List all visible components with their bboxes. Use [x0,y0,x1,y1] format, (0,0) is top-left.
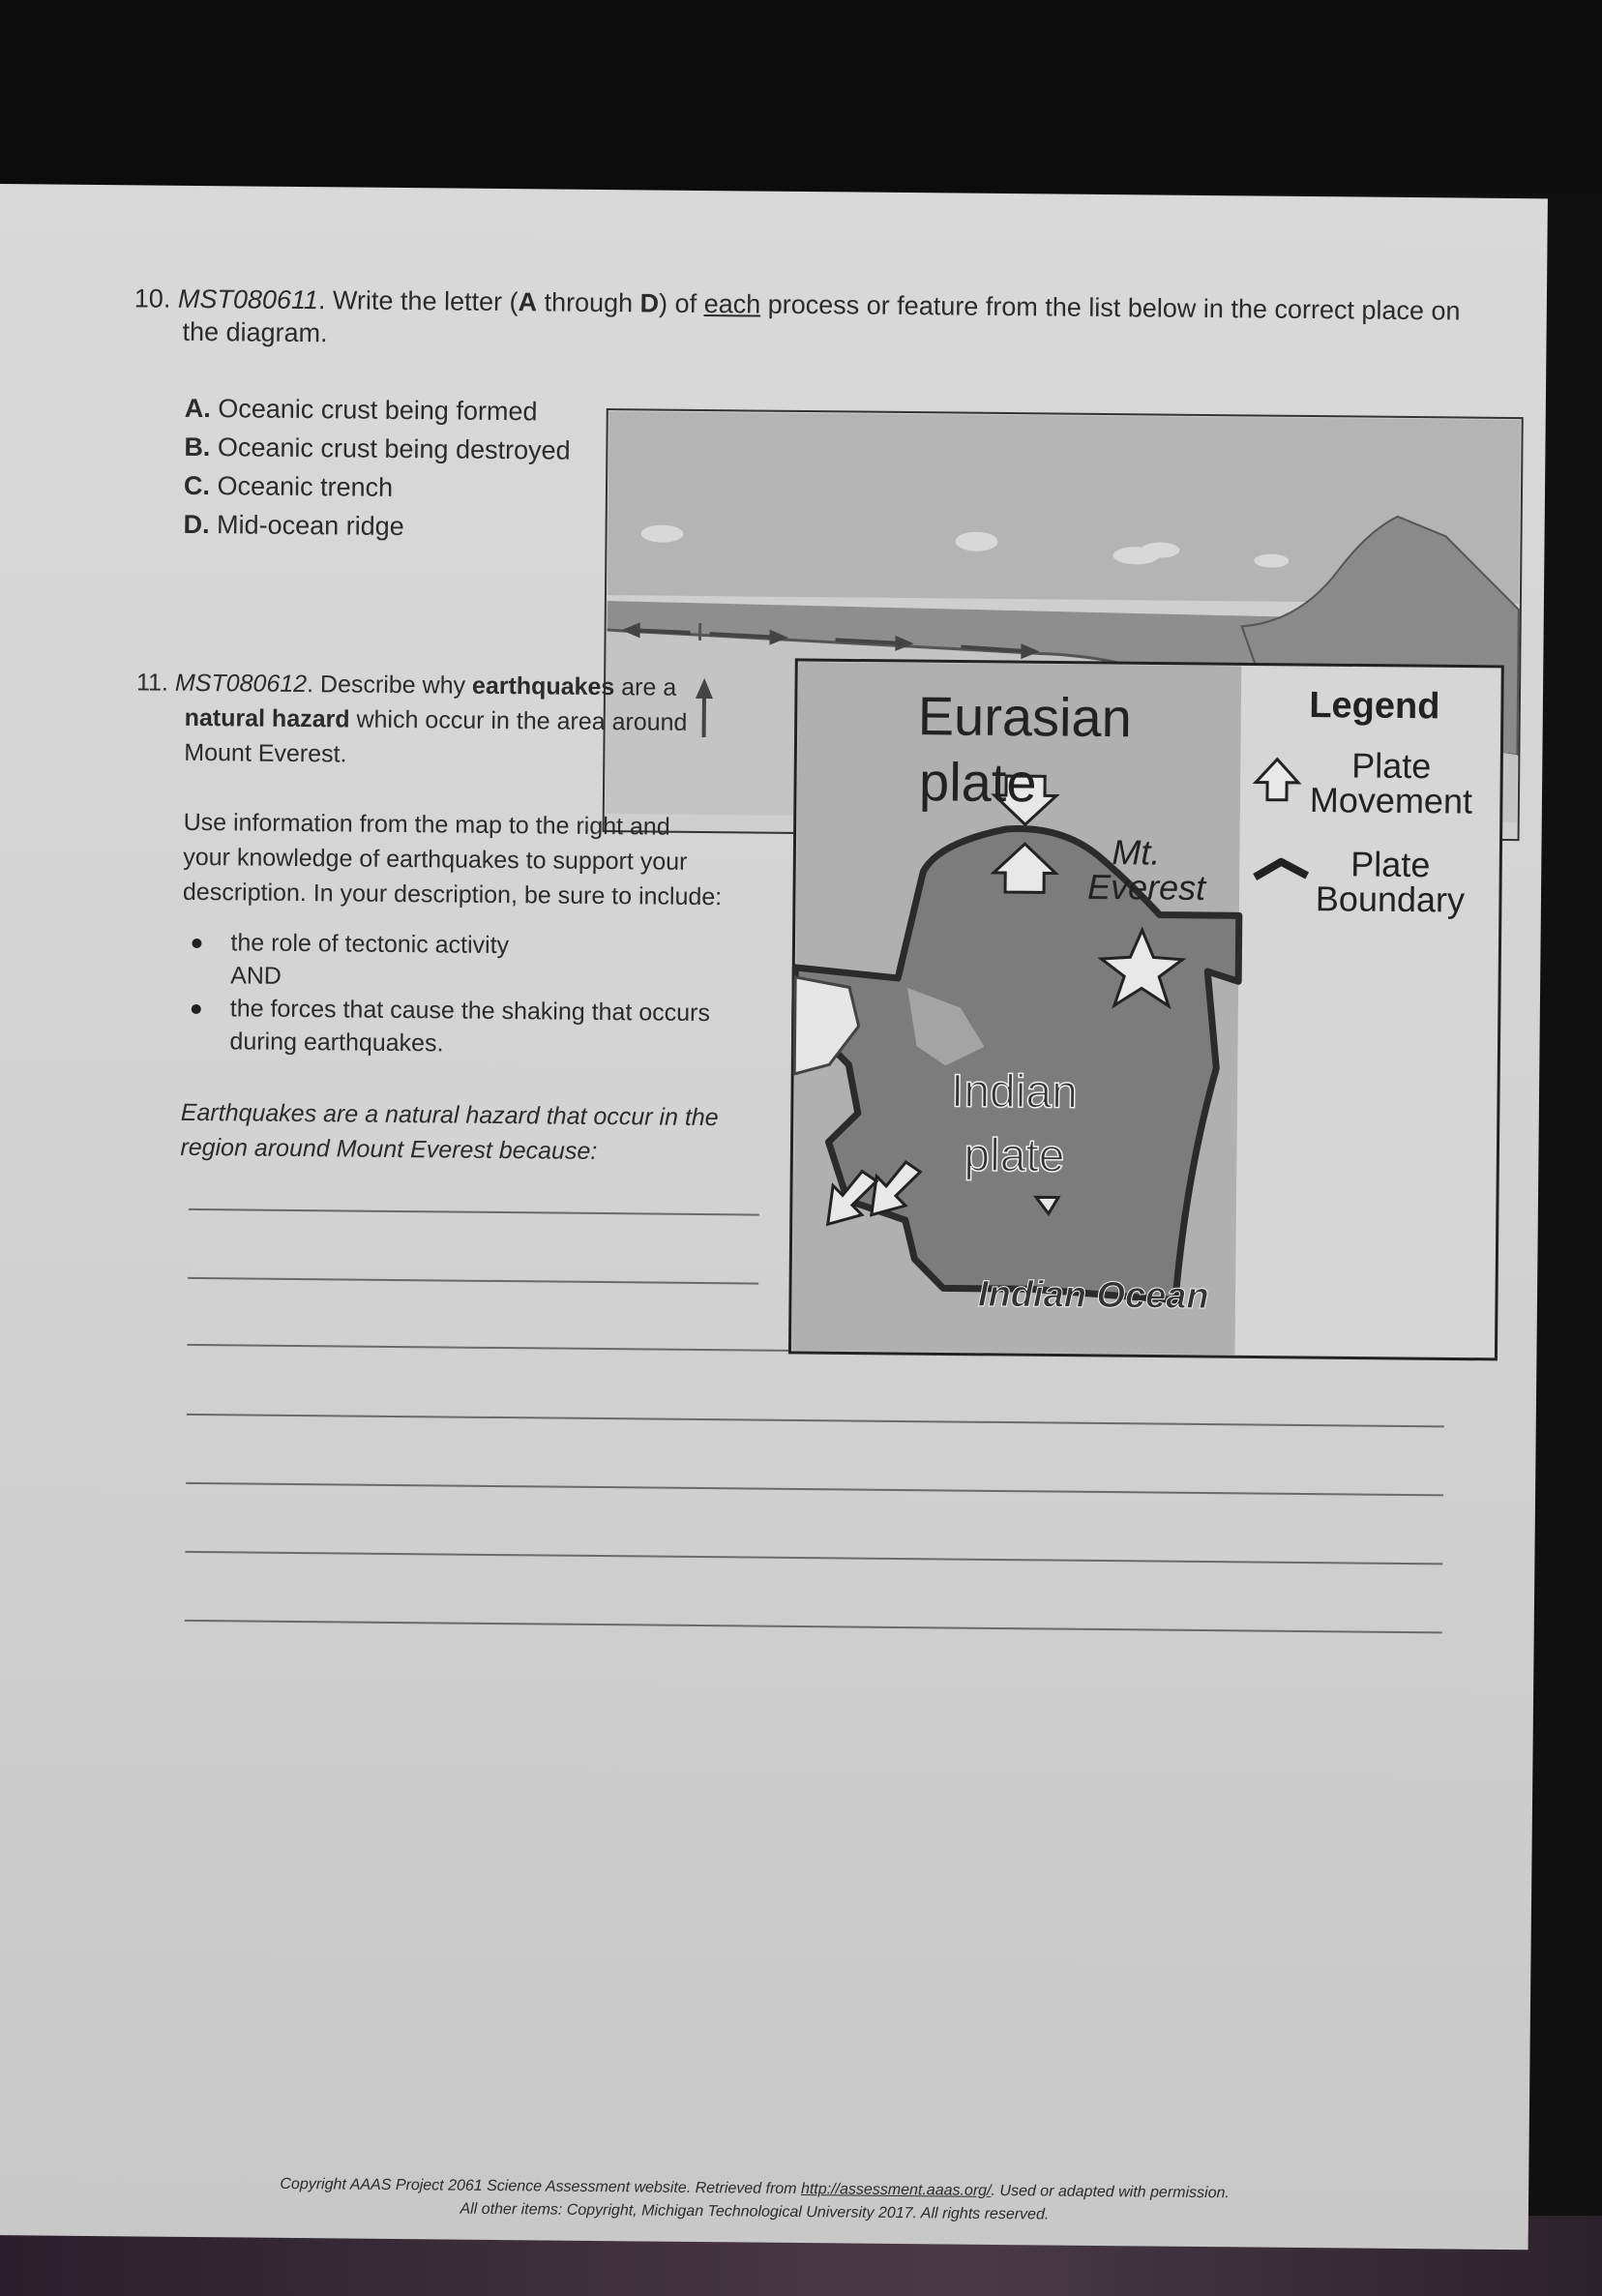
bullet2-line2: during earthquakes. [229,1028,444,1058]
q10-instruction-pre: . Write the letter ( [317,285,519,317]
option-b [184,428,571,470]
bullet-icon [192,1004,201,1014]
answer-line-5[interactable] [186,1482,1443,1496]
option-c-letter: C. [183,470,211,501]
q11-line1-post: are a [614,673,677,701]
indian-plate-label: plate [964,1129,1065,1182]
footer-copyright: Copyright AAAS Project 2061 Science Assessment website. Retrieved from [280,2175,802,2198]
legend-boundary-1: Plate [1350,844,1431,885]
legend-movement-1: Plate [1351,745,1432,787]
option-b-text: Oceanic crust being destroyed [217,432,571,465]
q11-earthquakes: earthquakes [471,671,615,701]
indian-label: Indian [950,1065,1079,1118]
option-d-letter: D. [183,509,210,540]
footer-line2: All other items: Copyright, Michigan Technological University 2017. All rights reserved. [460,2200,1050,2223]
eurasian-plate-label: plate [918,751,1037,814]
indian-ocean-label: Indian Ocean [977,1273,1209,1318]
footer-permission: . Used or adapted with permission. [991,2182,1230,2202]
answer-line-1[interactable] [189,1208,759,1216]
bullet1-text: the role of tectonic activity [230,929,510,960]
answer-line-2[interactable] [188,1277,758,1285]
prompt-line1: Earthquakes are a natural hazard that occur in the [180,1098,719,1132]
option-d [183,505,570,548]
q11-line2-post: which occur in the area around [349,705,688,736]
q11-use-info [183,805,723,914]
eurasian-label: Eurasian [917,685,1133,749]
bullet-icon [192,939,201,948]
worksheet-page [0,184,1548,2250]
q10-each: each [703,288,761,319]
use-info-line: Use information from the map to the right and [183,808,670,841]
q11-code: MST080612 [174,669,308,699]
option-a-letter: A. [184,393,211,424]
and-text: AND [230,962,282,990]
option-c [184,466,571,509]
option-d-text: Mid-ocean ridge [217,510,404,542]
q11-line3: Mount Everest. [184,738,347,768]
prompt-line2: region around Mount Everest because: [180,1133,598,1165]
arrow-left-icon [633,630,691,633]
q10-instruction-line2: the diagram. [182,316,328,348]
option-a-text: Oceanic crust being formed [218,394,538,427]
answer-line-7[interactable] [185,1620,1442,1633]
q11-number: 11. [135,669,169,697]
option-a [185,389,572,432]
q10-of: ) of [658,288,704,318]
answer-line-4[interactable] [187,1414,1444,1427]
option-b-letter: B. [184,432,211,462]
dark-background [0,0,1602,194]
mt-label: Mt. [1112,832,1161,873]
answer-line-6[interactable] [185,1551,1442,1565]
q10-options [183,389,571,548]
everest-label: Everest [1086,866,1206,908]
bullet2-line1: the forces that cause the shaking that occurs [229,995,711,1028]
q11-line1-pre: . Describe why [306,671,473,700]
q10-number: 10. [134,283,171,313]
option-c-text: Oceanic trench [217,471,394,502]
q10-instruction-post: process or feature from the list below in the correct place on [760,289,1461,326]
legend-boundary-2: Boundary [1315,879,1466,920]
q11-line2 [185,701,688,740]
plate-map [787,658,1504,1361]
q11-prompt [136,665,756,705]
use-info-line: your knowledge of earthquakes to support your [183,843,688,876]
q10-prompt [134,282,1528,328]
legend-movement-2: Movement [1309,780,1473,821]
legend-title: Legend [1309,685,1440,728]
q11-natural-hazard: natural hazard [184,703,350,733]
q10-letter-a: A [518,287,538,317]
q10-code: MST080611 [177,283,319,315]
use-info-line: description. In your description, be sure to include: [182,878,723,911]
q10-letter-d: D [639,288,660,318]
footer-link[interactable]: http://assessment.aaas.org/ [800,2181,992,2199]
q10-through: through [536,287,640,318]
